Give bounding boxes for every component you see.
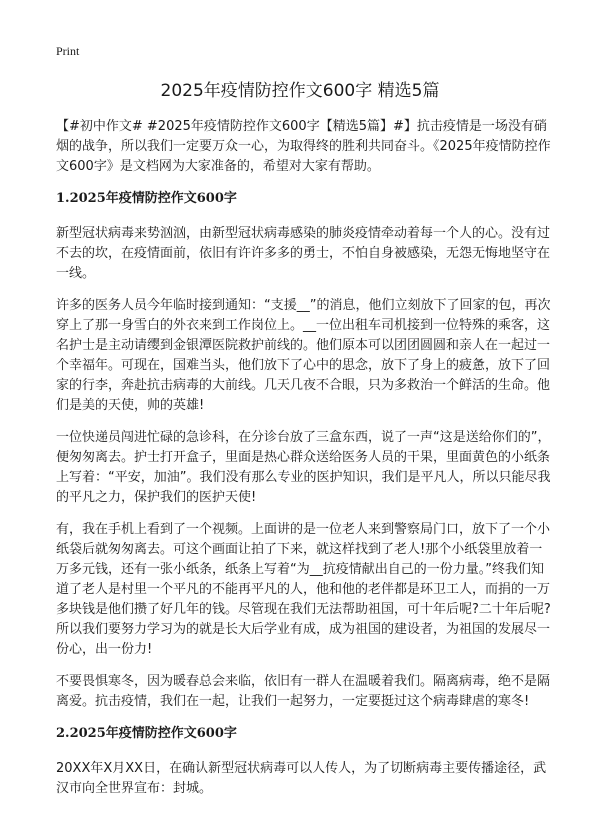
print-link[interactable]: Print <box>56 44 80 58</box>
intro-paragraph: 【#初中作文# #2025年疫情防控作文600字【精选5篇】#】抗击疫情是一场没有硝烟的战争，所以我们一定要万众一心，为取得终的胜利共同奋斗。《2025年疫情防控作文600字》是文档网为大家准备的，希望对大家有帮助。 <box>56 119 551 174</box>
page-title: 2025年疫情防控作文600字 精选5篇 <box>160 81 440 101</box>
paragraph: 有，我在手机上看到了一个视频。上面讲的是一位老人来到警察局门口，放下了一个小纸袋后就匆匆离去。可这个画面让拍了下来，就这样找到了老人!那个小纸袋里放着一万多元钱，还有一张小纸条，纸条上写着“为__抗疫情献出自己的一份力量。”终我们知道了老人是村里一个平凡的不能再平凡的人，他和他的老伴都是环卫工人，而捐的一万多块钱是他们攒了好几年的钱。尽管现在我们无法帮助祖国，可十年后呢?二十年后呢?所以我们要努力学习为的就是长大后学业有成，成为祖国的建设者，为祖国的发展尽一份心，出一份力! <box>56 522 551 657</box>
paragraph: 新型冠状病毒来势汹汹，由新型冠状病毒感染的肺炎疫情牵动着每一个人的心。没有过不去的坎，在疫情面前，依旧有许许多多的勇士，不怕自身被感染，无怨无悔地坚守在一线。 <box>56 226 551 281</box>
article-body <box>56 117 552 811</box>
paragraph: 许多的医务人员今年临时接到通知：“支援__”的消息，他们立刻放下了回家的包，再次穿上了那一身雪白的外衣来到工作岗位上。__一位出租车司机接到一位特殊的乘客，这名护士是主动请缨到金银潭医院救护前线的。他们原本可以团团圆圆和亲人在一起过一个幸福年。可现在，国难当头，他们放下了心中的思念，放下了身上的疲惫，放下了回家的行李，奔赴抗击病毒的大前线。几天几夜不合眼，只为多救治一个鲜活的生命。他们是美的天使，帅的英雄! <box>56 298 551 413</box>
section-heading: 1.2025年疫情防控作文600字 <box>56 191 237 206</box>
section-heading: 2.2025年疫情防控作文600字 <box>56 726 237 741</box>
paragraph: 20XX年X月XX日，在确认新型冠状病毒可以人传人，为了切断病毒主要传播途径，武汉市向全世界宣布：封城。 <box>56 761 547 796</box>
paragraph: 一位快递员闯进忙碌的急诊科，在分诊台放了三盒东西，说了一声“这是送给你们的”，便匆匆离去。护士打开盒子，里面是热心群众送给医务人员的干果，里面黄色的小纸条上写着：“平安，加油”。我们没有那么专业的医护知识，我们是平凡人，所以只能尽我的平凡之力，保护我们的医护天使! <box>56 430 551 505</box>
paragraph: 不要畏惧寒冬，因为暖春总会来临，依旧有一群人在温暖着我们。隔离病毒，绝不是隔离爱。抗击疫情，我们在一起，让我们一起努力，一定要挺过这个病毒肆虐的寒冬! <box>56 674 551 709</box>
